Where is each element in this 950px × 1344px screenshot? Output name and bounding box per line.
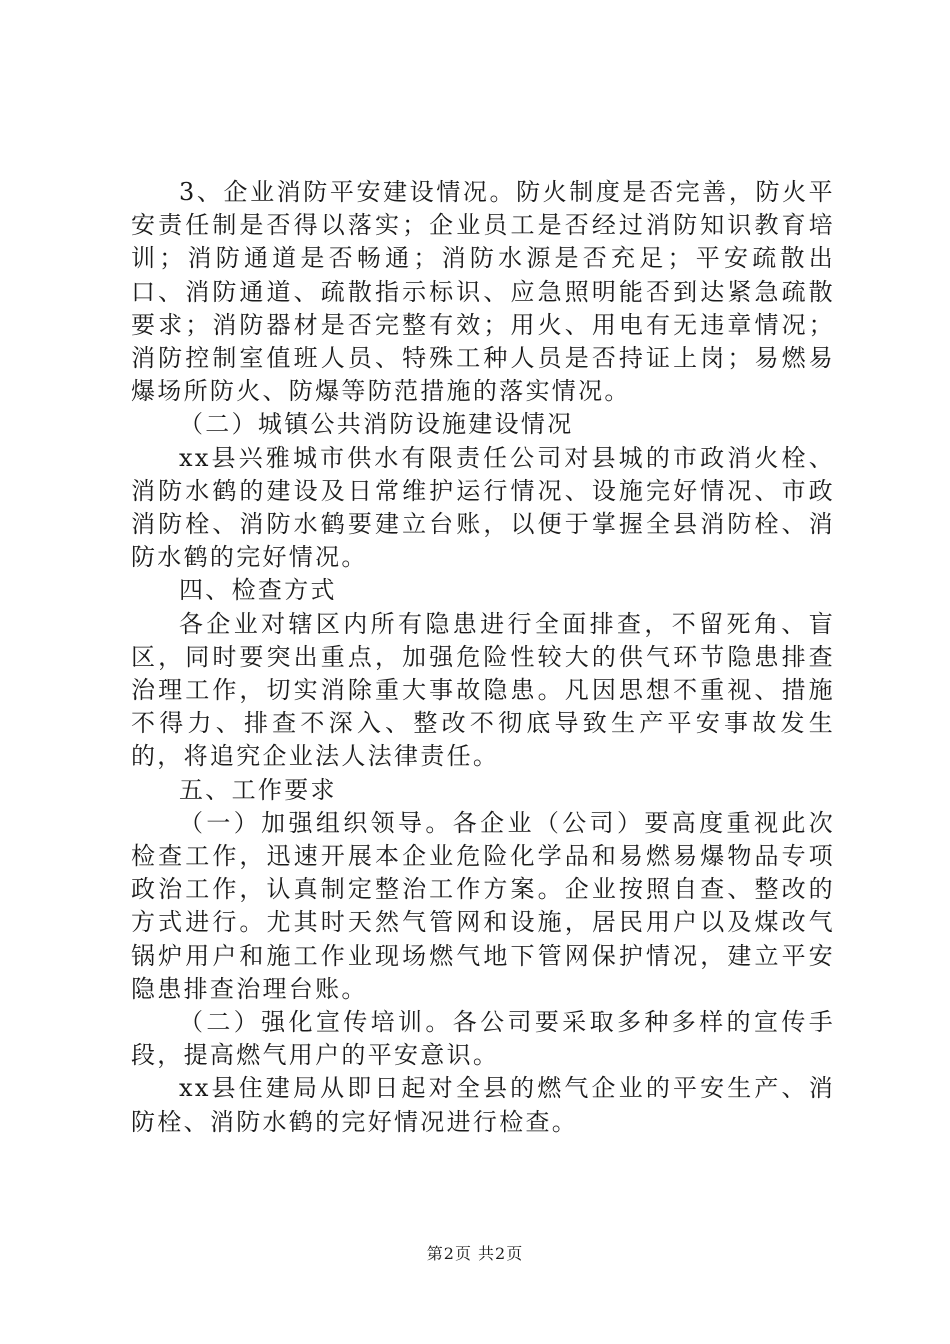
paragraph-housing-bureau-inspection: xx县住建局从即日起对全县的燃气企业的平安生产、消防栓、消防水鹤的完好情况进行检查。 (131, 1074, 835, 1136)
paragraph-publicity-training: （二）强化宣传培训。各公司要采取多种多样的宣传手段，提高燃气用户的平安意识。 (131, 1008, 835, 1070)
paragraph-strengthen-leadership: （一）加强组织领导。各企业（公司）要高度重视此次检查工作，迅速开展本企业危险化学品和易燃易爆物品专项政治工作，认真制定整治工作方案。企业按照自查、整改的方式进行。尤其时天然气管网和设施，居民用户以及煤改气锅炉用户和施工作业现场燃气地下管网保护情况，建立平安隐患排查治理台账。 (131, 808, 835, 1003)
paragraph-inspection-method: 各企业对辖区内所有隐患进行全面排查，不留死角、盲区，同时要突出重点，加强危险性较大的供气环节隐患排查治理工作，切实消除重大事故隐患。凡因思想不重视、措施不得力、排查不深入、整改不彻底导致生产平安事故发生的，将追究企业法人法律责任。 (131, 609, 835, 771)
paragraph-enterprise-fire-safety: 3、企业消防平安建设情况。防火制度是否完善，防火平安责任制是否得以落实；企业员工是否经过消防知识教育培训；消防通道是否畅通；消防水源是否充足；平安疏散出口、消防通道、疏散指示标识、应急照明能否到达紧急疏散要求；消防器材是否完整有效；用火、用电有无违章情况；消防控制室值班人员、特殊工种人员是否持证上岗；易燃易爆场所防火、防爆等防范措施的落实情况。 (131, 178, 835, 406)
document-body (131, 176, 835, 1139)
page-number-footer: 第2页 共2页 (426, 1244, 524, 1263)
heading-public-fire-facilities: （二）城镇公共消防设施建设情况 (179, 410, 574, 439)
heading-work-requirements: 五、工作要求 (179, 775, 337, 804)
paragraph-water-supply-company: xx县兴雅城市供水有限责任公司对县城的市政消火栓、消防水鹤的建设及日常维护运行情况、设施完好情况、市政消防栓、消防水鹤要建立台账，以便于掌握全县消防栓、消防水鹤的完好情况。 (131, 443, 835, 572)
heading-inspection-method: 四、检查方式 (179, 576, 337, 605)
